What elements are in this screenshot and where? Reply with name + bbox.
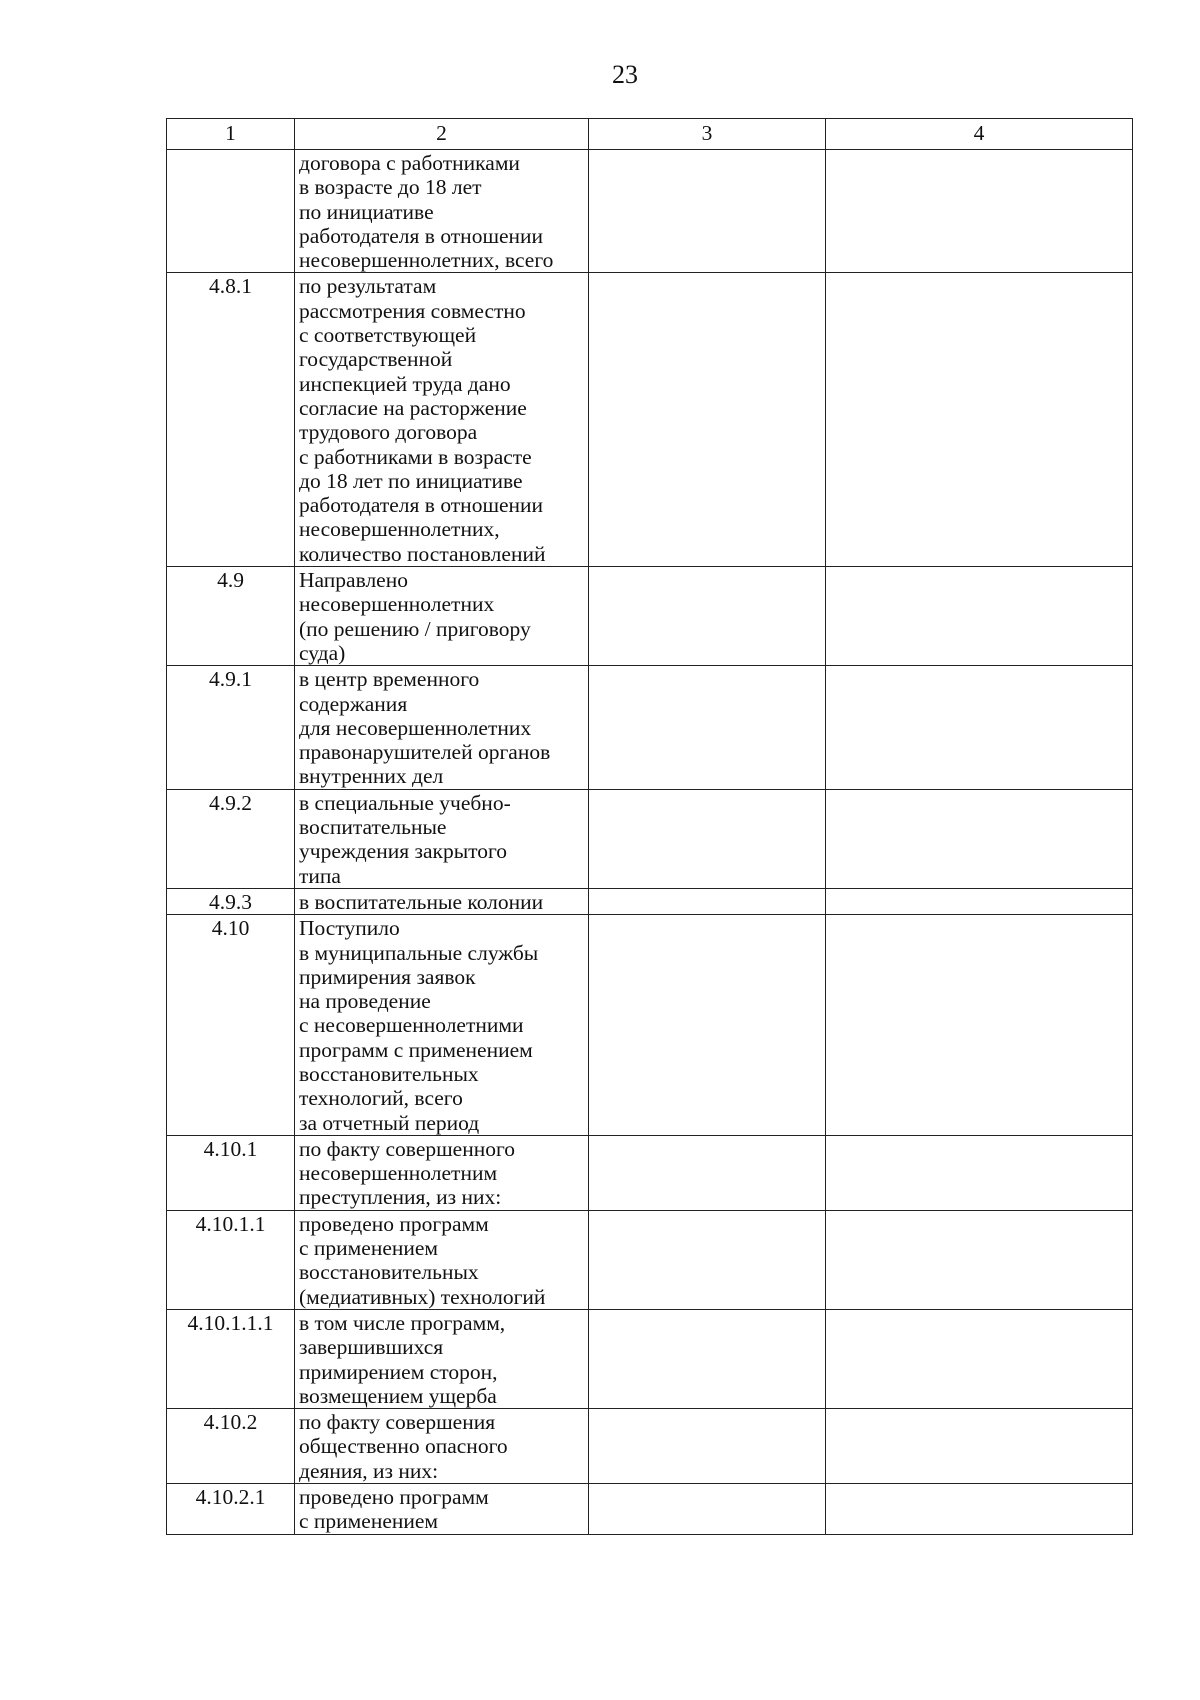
row-description: проведено программ с применением — [295, 1484, 589, 1535]
row-description: Направлено несовершеннолетних (по решению / приговору суда) — [295, 567, 589, 666]
row-value-col4 — [826, 273, 1133, 567]
row-value-col3 — [589, 666, 826, 789]
table-row — [167, 1309, 1133, 1408]
table-row — [167, 567, 1133, 666]
row-value-col4 — [826, 1409, 1133, 1484]
table-row — [167, 1210, 1133, 1309]
row-value-col4 — [826, 567, 1133, 666]
row-description: договора с работниками в возрасте до 18 лет по инициативе работодателя в отношении несовершеннолетних, всего — [295, 150, 589, 273]
row-value-col4 — [826, 1210, 1133, 1309]
row-number: 4.10 — [167, 915, 295, 1136]
row-value-col3 — [589, 915, 826, 1136]
table-row — [167, 150, 1133, 273]
row-description: в воспитательные колонии — [295, 888, 589, 914]
row-number: 4.9 — [167, 567, 295, 666]
row-value-col4 — [826, 1484, 1133, 1535]
row-value-col4 — [826, 1135, 1133, 1210]
table-row — [167, 888, 1133, 914]
table-row — [167, 789, 1133, 888]
row-number: 4.8.1 — [167, 273, 295, 567]
column-header-4: 4 — [826, 119, 1133, 150]
row-description: в том числе программ, завершившихся примирением сторон, возмещением ущерба — [295, 1309, 589, 1408]
table-header-row — [167, 119, 1133, 150]
row-description: по факту совершения общественно опасного деяния, из них: — [295, 1409, 589, 1484]
column-header-1: 1 — [167, 119, 295, 150]
table-row — [167, 273, 1133, 567]
row-description: по факту совершенного несовершеннолетним преступления, из них: — [295, 1135, 589, 1210]
row-value-col4 — [826, 789, 1133, 888]
row-value-col3 — [589, 789, 826, 888]
row-value-col3 — [589, 1135, 826, 1210]
row-number: 4.10.1 — [167, 1135, 295, 1210]
report-table — [166, 118, 1133, 1535]
row-value-col4 — [826, 1309, 1133, 1408]
row-value-col4 — [826, 915, 1133, 1136]
column-header-3: 3 — [589, 119, 826, 150]
page-number: 23 — [612, 60, 638, 89]
row-description: по результатам рассмотрения совместно с соответствующей государственной инспекцией труда дано согласие на расторжение трудового договора с работниками в возрасте до 18 лет по инициативе работодателя в отношении несовершеннолетних, количество постановлений — [295, 273, 589, 567]
row-value-col3 — [589, 888, 826, 914]
row-number: 4.10.2.1 — [167, 1484, 295, 1535]
row-number: 4.10.1.1 — [167, 1210, 295, 1309]
row-description: проведено программ с применением восстановительных (медиативных) технологий — [295, 1210, 589, 1309]
row-value-col3 — [589, 1409, 826, 1484]
table-row — [167, 915, 1133, 1136]
row-value-col4 — [826, 888, 1133, 914]
row-value-col3 — [589, 150, 826, 273]
row-number: 4.10.2 — [167, 1409, 295, 1484]
column-header-2: 2 — [295, 119, 589, 150]
row-number: 4.9.2 — [167, 789, 295, 888]
row-number: 4.10.1.1.1 — [167, 1309, 295, 1408]
row-value-col3 — [589, 1484, 826, 1535]
row-value-col4 — [826, 666, 1133, 789]
table-row — [167, 1135, 1133, 1210]
row-number: 4.9.1 — [167, 666, 295, 789]
row-value-col3 — [589, 567, 826, 666]
row-value-col3 — [589, 273, 826, 567]
row-value-col3 — [589, 1210, 826, 1309]
row-description: в центр временного содержания для несовершеннолетних правонарушителей органов внутренних дел — [295, 666, 589, 789]
row-number: 4.9.3 — [167, 888, 295, 914]
row-description: в специальные учебно- воспитательные учреждения закрытого типа — [295, 789, 589, 888]
row-value-col3 — [589, 1309, 826, 1408]
row-value-col4 — [826, 150, 1133, 273]
row-description: Поступило в муниципальные службы примирения заявок на проведение с несовершеннолетними программ с применением восстановительных технологий, всего за отчетный период — [295, 915, 589, 1136]
table-row — [167, 1484, 1133, 1535]
table-row — [167, 666, 1133, 789]
row-number — [167, 150, 295, 273]
table-row — [167, 1409, 1133, 1484]
